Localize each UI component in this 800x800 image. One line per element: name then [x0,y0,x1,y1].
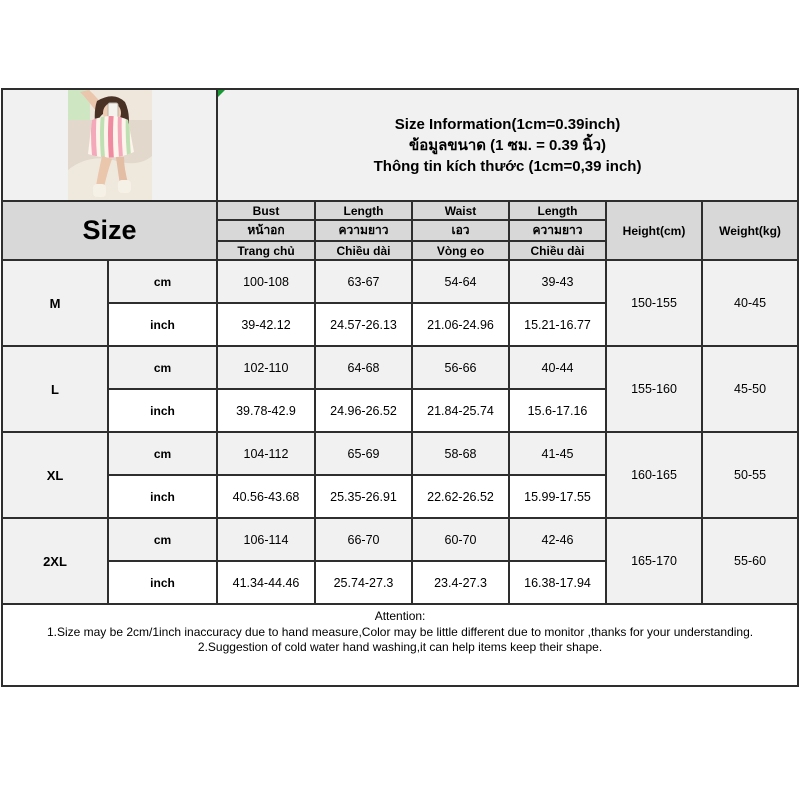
unit-cell: cm [108,518,217,561]
cell-l-waist-cm: 56-66 [412,346,509,389]
cell-m-length-cm: 63-67 [315,260,412,303]
cell-2xl-bust-cm: 106-114 [217,518,315,561]
size-label-xl: XL [2,432,108,518]
cell-l-length2-inch: 15.6-17.16 [509,389,606,432]
cell-xl-length-cm: 65-69 [315,432,412,475]
cell-2xl-length-cm: 66-70 [315,518,412,561]
header-bust-th: หน้าอก [217,220,315,241]
header-bust-en: Bust [217,201,315,220]
attention-line-2: 2.Suggestion of cold water hand washing,it can help items keep their shape. [197,640,603,654]
cell-xl-length2-cm: 41-45 [509,432,606,475]
size-label-m: M [2,260,108,346]
row-xl-cm [2,432,798,475]
header-waist-en: Waist [412,201,509,220]
cell-l-length2-cm: 40-44 [509,346,606,389]
cell-l-bust-cm: 102-110 [217,346,315,389]
title-vi: Thông tin kích thước (1cm=0,39 inch) [373,157,642,175]
title-en: Size Information(1cm=0.39inch) [394,115,621,133]
cell-m-length2-inch: 15.21-16.77 [509,303,606,346]
cell-l-length-inch: 24.96-26.52 [315,389,412,432]
cell-2xl-length2-inch: 16.38-17.94 [509,561,606,604]
attention-row [2,604,798,686]
header-length-th: ความยาว [315,220,412,241]
header-length2-en: Length [509,201,606,220]
cell-m-height: 150-155 [606,260,702,346]
attention-line-1: 1.Size may be 2cm/1inch inaccuracy due to hand measure,Color may be little different due to monitor ,thanks for your understanding. [46,624,754,639]
cell-2xl-bust-inch: 41.34-44.46 [217,561,315,604]
attention-heading: Attention: [374,609,426,623]
cell-xl-height: 160-165 [606,432,702,518]
cell-2xl-weight: 55-60 [702,518,798,604]
attention-note [2,604,798,686]
size-info-title-cell [217,89,798,201]
cell-l-waist-inch: 21.84-25.74 [412,389,509,432]
cell-m-length-inch: 24.57-26.13 [315,303,412,346]
cell-l-height: 155-160 [606,346,702,432]
product-photo-cell [2,89,217,201]
unit-cell: cm [108,346,217,389]
size-label-2xl: 2XL [2,518,108,604]
cell-m-length2-cm: 39-43 [509,260,606,303]
header-length2-th: ความยาว [509,220,606,241]
header-row-en [2,201,798,220]
cell-xl-length2-inch: 15.99-17.55 [509,475,606,518]
cell-m-weight: 40-45 [702,260,798,346]
cell-m-bust-inch: 39-42.12 [217,303,315,346]
table-row [2,89,798,201]
header-height: Height(cm) [606,201,702,260]
unit-cell: inch [108,389,217,432]
cell-2xl-length2-cm: 42-46 [509,518,606,561]
cell-xl-bust-inch: 40.56-43.68 [217,475,315,518]
header-weight: Weight(kg) [702,201,798,260]
unit-cell: cm [108,260,217,303]
cell-xl-weight: 50-55 [702,432,798,518]
product-photo [68,90,152,200]
cell-xl-waist-inch: 22.62-26.52 [412,475,509,518]
cell-l-bust-inch: 39.78-42.9 [217,389,315,432]
row-2xl-cm [2,518,798,561]
size-chart-table [1,88,799,687]
unit-cell: inch [108,561,217,604]
header-length2-vi: Chiều dài [509,241,606,260]
cell-2xl-waist-cm: 60-70 [412,518,509,561]
cell-2xl-length-inch: 25.74-27.3 [315,561,412,604]
cell-2xl-waist-inch: 23.4-27.3 [412,561,509,604]
header-waist-th: เอว [412,220,509,241]
cell-xl-waist-cm: 58-68 [412,432,509,475]
cell-l-weight: 45-50 [702,346,798,432]
unit-cell: inch [108,475,217,518]
unit-cell: inch [108,303,217,346]
cell-m-bust-cm: 100-108 [217,260,315,303]
cell-l-length-cm: 64-68 [315,346,412,389]
header-bust-vi: Trang chủ [217,241,315,260]
row-l-cm [2,346,798,389]
title-th: ข้อมูลขนาด (1 ซม. = 0.39 นิ้ว) [409,136,607,154]
corner-flag-icon [218,90,225,97]
size-label-l: L [2,346,108,432]
cell-m-waist-cm: 54-64 [412,260,509,303]
cell-xl-length-inch: 25.35-26.91 [315,475,412,518]
header-waist-vi: Vòng eo [412,241,509,260]
row-m-cm [2,260,798,303]
cell-m-waist-inch: 21.06-24.96 [412,303,509,346]
size-header: Size [2,201,217,260]
header-length-vi: Chiều dài [315,241,412,260]
cell-xl-bust-cm: 104-112 [217,432,315,475]
unit-cell: cm [108,432,217,475]
cell-2xl-height: 165-170 [606,518,702,604]
header-length-en: Length [315,201,412,220]
